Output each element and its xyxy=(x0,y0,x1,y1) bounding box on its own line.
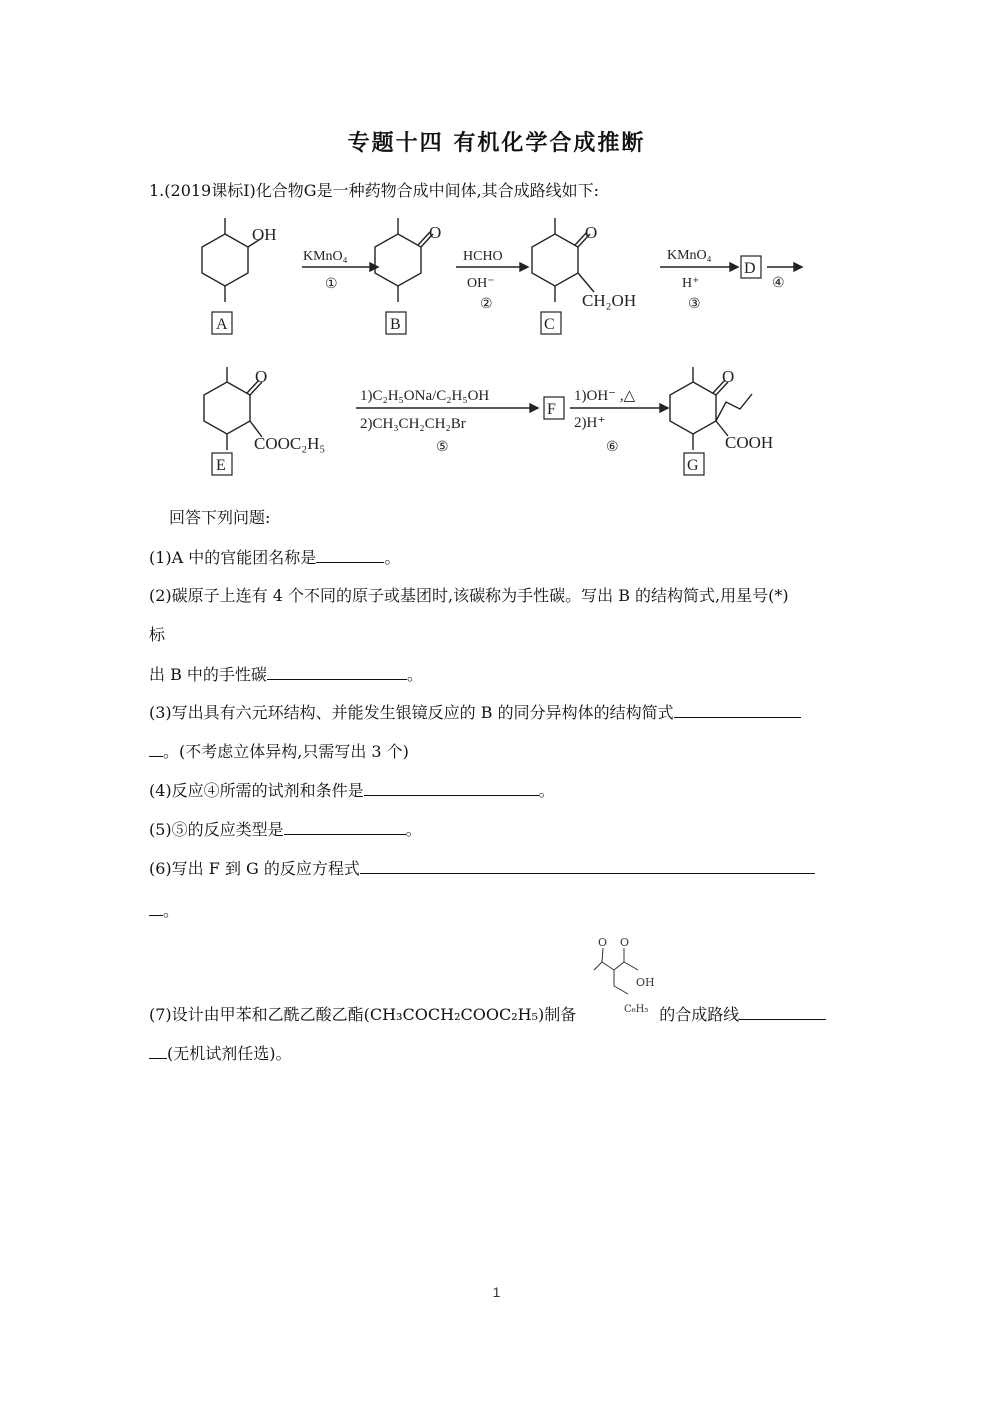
group-o-c: O xyxy=(585,223,598,242)
step6-reagent-2: 2)H⁺ xyxy=(574,415,606,431)
molecule-b xyxy=(375,218,441,334)
target-oh: OH xyxy=(636,976,655,989)
answer-blank-7[interactable] xyxy=(739,1004,826,1020)
label-f: F xyxy=(547,401,556,418)
step2-number: ② xyxy=(480,297,493,312)
arrow-step-1 xyxy=(302,249,378,292)
question-4 xyxy=(149,780,555,801)
question-7 xyxy=(149,1004,826,1025)
q2-text: 出 B 中的手性碳 xyxy=(149,665,267,684)
q4-end: 。 xyxy=(538,781,555,800)
step2-reagent: HCHO xyxy=(463,249,503,264)
molecule-c xyxy=(532,218,636,334)
step5-number: ⑤ xyxy=(436,440,449,455)
arrow-step-2 xyxy=(456,249,528,312)
group-oh: OH xyxy=(252,225,277,244)
molecule-e xyxy=(204,367,325,475)
arrow-step-6 xyxy=(570,388,668,455)
answer-blank-2[interactable] xyxy=(267,664,407,680)
group-ch2oh: CH₂OH xyxy=(582,291,637,310)
step5-reagent-2: 2)CH₃CH₂CH₂Br xyxy=(360,416,466,432)
step6-number: ⑥ xyxy=(606,440,619,455)
label-b: B xyxy=(390,316,401,333)
synthesis-route-scheme xyxy=(190,212,810,492)
question-2-line-2: 标 xyxy=(149,625,166,644)
question-6 xyxy=(149,858,815,879)
target-o-1: O xyxy=(598,936,608,949)
q2-end: 。 xyxy=(406,665,423,684)
answer-blank-7-cont[interactable] xyxy=(149,1043,167,1059)
question-3-line-2 xyxy=(149,741,409,762)
answer-blank-1[interactable] xyxy=(316,547,384,563)
q7-note: (无机试剂任选)。 xyxy=(167,1044,292,1063)
answer-blank-3-cont[interactable] xyxy=(149,741,163,757)
step3-condition: H⁺ xyxy=(682,276,700,291)
question-2-line-3 xyxy=(149,664,423,685)
step5-reagent-1: 1)C₂H₅ONa/C₂H₅OH xyxy=(360,388,490,404)
step6-reagent-1: 1)OH⁻ ,△ xyxy=(574,388,636,404)
q7-text: (7)设计由甲苯和乙酰乙酸乙酯(CH₃COCH₂COOC₂H₅)制备 xyxy=(149,1005,577,1024)
q6-end: 。 xyxy=(163,901,180,920)
group-o: O xyxy=(429,223,442,242)
answer-blank-6[interactable] xyxy=(360,858,815,874)
question-5 xyxy=(149,819,422,840)
label-a: A xyxy=(216,316,228,333)
q1-text: (1)A 中的官能团名称是 xyxy=(149,548,317,567)
question-1 xyxy=(149,547,400,568)
target-o-2: O xyxy=(620,936,630,949)
molecule-a xyxy=(202,218,277,334)
q3-text: (3)写出具有六元环结构、并能发生银镜反应的 B 的同分异构体的结构简式 xyxy=(149,703,674,722)
molecule-g xyxy=(670,367,773,475)
answer-prompt: 回答下列问题: xyxy=(169,508,271,527)
step2-condition: OH⁻ xyxy=(467,276,495,291)
label-d: D xyxy=(744,260,756,277)
answer-blank-4[interactable] xyxy=(364,780,539,796)
answer-blank-5[interactable] xyxy=(284,819,406,835)
step3-reagent: KMnO₄ xyxy=(667,248,712,263)
answer-blank-6-cont[interactable] xyxy=(149,900,163,916)
question-6-end xyxy=(149,900,179,921)
label-c: C xyxy=(544,316,555,333)
q4-text: (4)反应④所需的试剂和条件是 xyxy=(149,781,364,800)
step4-number: ④ xyxy=(772,276,785,291)
question-3-line-1 xyxy=(149,702,801,723)
compound-f xyxy=(544,397,564,419)
group-cooet: COOC₂H₅ xyxy=(254,434,326,453)
q3-note: 。(不考虑立体异构,只需写出 3 个) xyxy=(163,742,409,761)
page-title: 专题十四 有机化学合成推断 xyxy=(347,130,646,156)
group-o-g: O xyxy=(722,367,735,386)
question-intro: 1.(2019课标Ⅰ)化合物G是一种药物合成中间体,其合成路线如下: xyxy=(149,181,600,200)
answer-blank-3[interactable] xyxy=(674,702,801,718)
label-g: G xyxy=(687,457,699,474)
q1-end: 。 xyxy=(384,548,401,567)
target-c6h5: C₆H₅ xyxy=(624,1004,649,1015)
step1-number: ① xyxy=(325,277,338,292)
page-number: 1 xyxy=(492,1284,501,1300)
step1-reagent: KMnO₄ xyxy=(303,249,348,264)
q5-end: 。 xyxy=(405,820,422,839)
q5-text: (5)⑤的反应类型是 xyxy=(149,820,284,839)
group-cooh: COOH xyxy=(725,433,774,452)
group-o-e: O xyxy=(255,367,268,386)
label-e: E xyxy=(216,457,226,474)
step3-number: ③ xyxy=(688,297,701,312)
arrow-step-3 xyxy=(660,248,738,312)
q6-text: (6)写出 F 到 G 的反应方程式 xyxy=(149,859,360,878)
arrow-step-5 xyxy=(356,388,538,455)
compound-d xyxy=(741,256,802,291)
q7-after: 的合成路线 xyxy=(659,1005,740,1024)
question-7-line-2 xyxy=(149,1043,292,1064)
question-2-line-1: (2)碳原子上连有 4 个不同的原子或基团时,该碳称为手性碳。写出 B 的结构简式,用星号(*) xyxy=(149,586,789,605)
